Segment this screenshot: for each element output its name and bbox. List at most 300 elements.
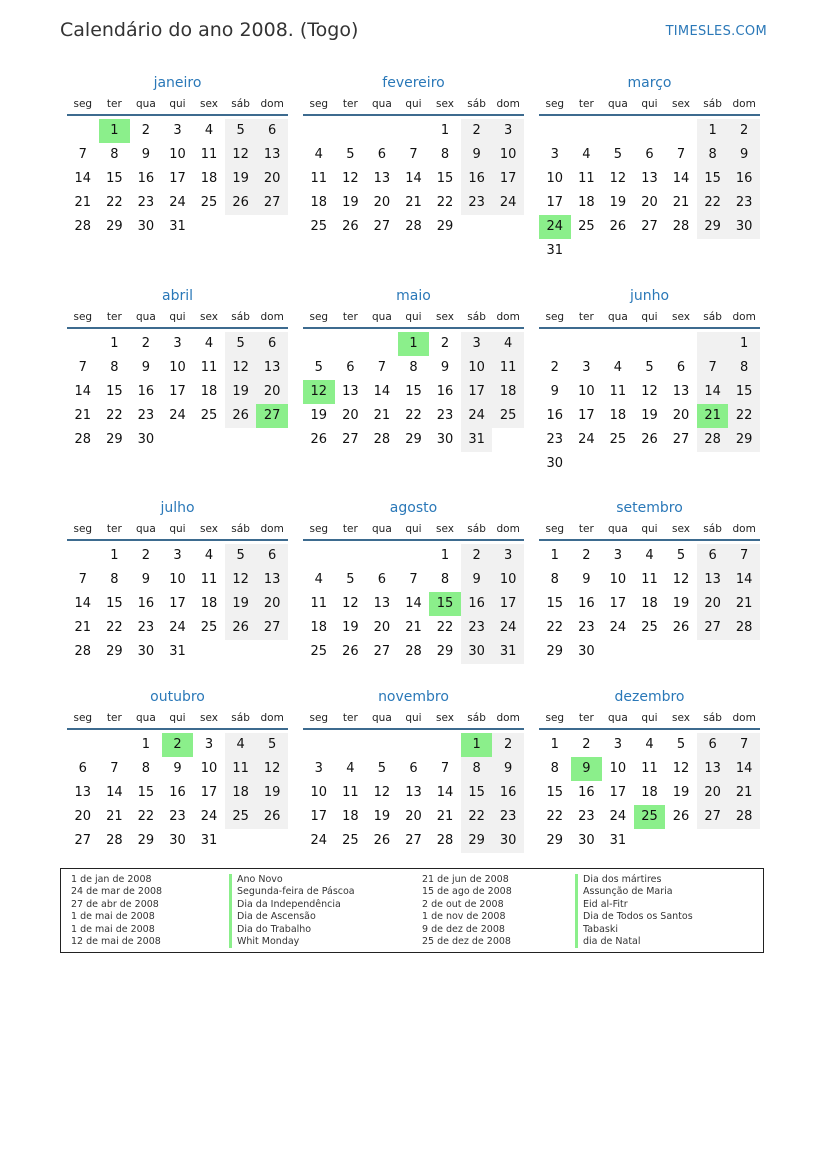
day-cell: 25	[200, 195, 218, 210]
weekday-label: qua	[372, 712, 392, 724]
day-cell: 7	[78, 360, 87, 375]
day-cell: 9	[461, 143, 493, 167]
day-cell: 4	[582, 147, 591, 162]
weekday-label: sáb	[467, 712, 486, 724]
weekday-label: ter	[342, 712, 358, 724]
day-cell: 26	[225, 191, 257, 215]
day-cell: 8	[461, 757, 493, 781]
month-11	[539, 686, 760, 853]
weekday-header	[67, 307, 288, 329]
day-cell-empty	[429, 733, 461, 757]
day-cell: 24	[492, 191, 524, 215]
day-cell: 17	[169, 384, 186, 399]
holiday-date: 12 de mai de 2008	[71, 936, 161, 948]
weekday-label: qui	[641, 523, 658, 535]
day-cell: 28	[373, 432, 391, 447]
day-cell: 15	[546, 596, 564, 611]
day-cell: 16	[169, 785, 186, 800]
day-cell-empty	[634, 332, 666, 356]
day-cell-empty	[697, 332, 729, 356]
day-cell: 12	[225, 356, 257, 380]
day-cell: 24	[169, 620, 186, 635]
day-grid	[303, 733, 524, 853]
day-cell: 11	[200, 147, 218, 162]
weekday-header	[303, 307, 524, 329]
day-cell: 25	[225, 805, 257, 829]
day-cell: 6	[256, 332, 288, 356]
day-cell: 1	[728, 332, 760, 356]
day-cell: 5	[314, 360, 323, 375]
day-cell: 15	[697, 167, 729, 191]
day-cell: 2	[582, 737, 591, 752]
day-cell: 13	[672, 384, 690, 399]
holiday-date: 2 de out de 2008	[422, 898, 504, 910]
day-cell: 26	[373, 833, 391, 848]
day-cell: 8	[440, 572, 450, 587]
day-cell: 27	[256, 616, 288, 640]
day-cell: 18	[225, 781, 257, 805]
day-cell: 5	[346, 147, 355, 162]
day-cell: 2	[492, 733, 524, 757]
day-cell: 14	[106, 785, 123, 800]
day-cell: 13	[256, 356, 288, 380]
day-cell: 10	[609, 761, 627, 776]
day-cell: 16	[461, 592, 493, 616]
weekday-label: qui	[169, 311, 186, 323]
day-grid	[67, 332, 288, 452]
month-10	[303, 686, 524, 853]
day-cell: 1	[550, 737, 559, 752]
day-cell: 13	[256, 568, 288, 592]
day-cell: 11	[310, 596, 328, 611]
month-name: setembro	[616, 500, 683, 516]
day-cell: 28	[728, 805, 760, 829]
holiday-name: Dia do Trabalho	[229, 924, 355, 936]
weekday-label: sex	[672, 523, 691, 535]
day-cell-empty	[602, 332, 634, 356]
day-cell: 15	[546, 785, 564, 800]
day-cell: 15	[106, 596, 123, 611]
day-cell: 10	[609, 572, 627, 587]
day-cell: 21	[697, 404, 729, 428]
weekday-label: dom	[260, 712, 284, 724]
weekday-label: seg	[545, 523, 565, 535]
day-cell: 25	[609, 432, 627, 447]
day-cell: 20	[373, 620, 391, 635]
day-cell: 28	[106, 833, 123, 848]
day-cell: 24	[609, 620, 627, 635]
weekday-label: sáb	[467, 523, 486, 535]
day-cell: 17	[200, 785, 218, 800]
day-cell: 14	[728, 568, 760, 592]
weekday-label: seg	[545, 311, 565, 323]
day-cell: 11	[609, 384, 627, 399]
day-cell: 8	[409, 360, 418, 375]
day-cell-empty	[398, 119, 430, 143]
day-cell: 23	[728, 191, 760, 215]
weekday-label: qui	[641, 311, 658, 323]
day-cell: 12	[672, 572, 690, 587]
day-cell: 29	[137, 833, 155, 848]
holiday-names-column	[575, 874, 693, 948]
day-cell: 26	[342, 219, 359, 234]
day-cell: 21	[74, 620, 92, 635]
day-grid	[303, 544, 524, 664]
day-cell: 31	[461, 428, 493, 452]
day-cell: 21	[106, 809, 123, 824]
holiday-name: dia de Natal	[575, 936, 693, 948]
day-cell: 19	[310, 408, 328, 423]
day-cell: 3	[173, 123, 182, 138]
day-cell: 8	[110, 360, 119, 375]
day-cell: 10	[169, 360, 186, 375]
day-cell: 7	[377, 360, 387, 375]
day-cell: 24	[169, 408, 186, 423]
weekday-label: qua	[608, 311, 628, 323]
day-cell: 8	[728, 356, 760, 380]
day-cell: 28	[74, 644, 92, 659]
day-cell: 4	[204, 336, 214, 351]
weekday-label: qui	[169, 712, 186, 724]
day-cell-empty	[539, 332, 571, 356]
day-grid	[303, 119, 524, 239]
day-cell: 16	[461, 167, 493, 191]
day-cell: 11	[225, 757, 257, 781]
day-cell: 14	[405, 171, 422, 186]
month-name: fevereiro	[382, 75, 445, 91]
day-cell: 4	[346, 761, 355, 776]
day-cell: 10	[169, 147, 186, 162]
weekday-label: qua	[136, 712, 156, 724]
day-cell: 11	[578, 171, 595, 186]
weekday-label: dom	[496, 523, 520, 535]
holiday-name: Dia de Todos os Santos	[575, 911, 693, 923]
day-cell: 23	[461, 191, 493, 215]
day-cell: 1	[141, 737, 151, 752]
day-cell: 22	[436, 620, 454, 635]
weekday-label: seg	[309, 311, 329, 323]
day-cell: 29	[461, 829, 493, 853]
day-cell: 6	[697, 733, 729, 757]
day-cell: 17	[169, 596, 186, 611]
day-cell: 21	[405, 195, 422, 210]
day-cell: 6	[676, 360, 686, 375]
day-cell: 17	[578, 408, 595, 423]
day-cell: 27	[697, 805, 729, 829]
day-cell: 27	[641, 219, 658, 234]
day-cell: 5	[645, 360, 654, 375]
weekday-label: sex	[436, 311, 455, 323]
day-cell: 22	[546, 809, 564, 824]
weekday-label: qui	[169, 523, 186, 535]
day-cell: 28	[405, 644, 422, 659]
day-cell: 19	[373, 809, 391, 824]
day-grid	[67, 119, 288, 239]
day-cell-empty	[67, 544, 99, 568]
holiday-date: 25 de dez de 2008	[422, 936, 511, 948]
weekday-header	[67, 94, 288, 116]
day-cell: 9	[141, 147, 151, 162]
holiday-dates-column	[71, 874, 162, 948]
day-cell: 7	[78, 147, 87, 162]
day-cell: 2	[440, 336, 450, 351]
day-cell: 18	[200, 171, 218, 186]
day-cell: 22	[405, 408, 422, 423]
day-cell: 29	[697, 215, 729, 239]
brand-link[interactable]: TIMESLES.COM	[665, 24, 767, 39]
day-cell: 11	[641, 761, 658, 776]
day-cell: 2	[162, 733, 194, 757]
day-cell: 6	[78, 761, 87, 776]
day-cell: 18	[492, 380, 524, 404]
weekday-label: qua	[136, 311, 156, 323]
day-cell: 26	[609, 219, 627, 234]
day-cell: 20	[641, 195, 658, 210]
day-cell: 2	[141, 123, 151, 138]
day-cell: 23	[137, 195, 155, 210]
day-cell-empty	[366, 544, 398, 568]
day-cell: 27	[373, 644, 391, 659]
day-cell: 13	[74, 785, 92, 800]
day-cell: 11	[200, 572, 218, 587]
day-cell: 29	[106, 644, 123, 659]
day-cell: 28	[436, 833, 454, 848]
weekday-label: ter	[342, 523, 358, 535]
day-cell: 26	[256, 805, 288, 829]
day-grid	[539, 332, 760, 476]
day-cell: 4	[314, 572, 323, 587]
day-cell: 22	[697, 191, 729, 215]
weekday-label: seg	[73, 98, 93, 110]
day-cell: 1	[440, 123, 450, 138]
day-cell-empty	[99, 733, 131, 757]
day-cell: 3	[461, 332, 493, 356]
day-cell: 1	[440, 548, 450, 563]
day-cell-empty	[303, 119, 335, 143]
day-cell-empty	[665, 119, 697, 143]
day-cell: 8	[110, 147, 119, 162]
day-cell: 15	[405, 384, 422, 399]
day-cell-empty	[67, 733, 99, 757]
day-cell: 19	[641, 408, 658, 423]
month-name: novembro	[378, 689, 449, 705]
day-cell: 12	[225, 568, 257, 592]
weekday-label: ter	[578, 311, 594, 323]
day-cell: 3	[582, 360, 591, 375]
day-cell: 29	[728, 428, 760, 452]
day-cell: 30	[137, 219, 155, 234]
day-cell: 3	[204, 737, 214, 752]
month-name: abril	[161, 288, 193, 304]
day-cell: 4	[613, 360, 623, 375]
day-cell-empty	[571, 332, 603, 356]
day-cell: 1	[99, 119, 131, 143]
day-cell: 6	[377, 572, 387, 587]
day-cell: 1	[697, 119, 729, 143]
day-cell: 15	[436, 171, 454, 186]
day-cell: 4	[492, 332, 524, 356]
holiday-name: Assunção de Maria	[575, 886, 693, 898]
day-cell: 11	[492, 356, 524, 380]
day-cell: 29	[436, 644, 454, 659]
weekday-label: qui	[641, 712, 658, 724]
day-cell: 23	[578, 809, 595, 824]
weekday-label: sex	[436, 712, 455, 724]
day-cell: 29	[436, 219, 454, 234]
day-cell: 18	[200, 384, 218, 399]
month-6	[67, 497, 288, 664]
day-cell: 30	[492, 829, 524, 853]
day-cell: 12	[641, 384, 658, 399]
day-cell: 17	[492, 592, 524, 616]
day-cell: 21	[672, 195, 690, 210]
day-cell: 24	[539, 215, 571, 239]
day-cell: 20	[342, 408, 359, 423]
day-cell: 28	[728, 616, 760, 640]
weekday-label: dom	[496, 311, 520, 323]
weekday-header	[303, 94, 524, 116]
day-cell: 13	[641, 171, 658, 186]
day-cell: 5	[256, 733, 288, 757]
day-cell: 19	[672, 785, 690, 800]
weekday-label: ter	[578, 98, 594, 110]
day-cell: 1	[110, 336, 119, 351]
day-cell: 30	[137, 644, 155, 659]
day-cell: 12	[373, 785, 391, 800]
day-cell: 20	[256, 167, 288, 191]
day-cell: 7	[78, 572, 87, 587]
weekday-label: qua	[372, 523, 392, 535]
day-cell: 31	[169, 644, 186, 659]
holiday-name: Eid al-Fitr	[575, 899, 693, 911]
weekday-label: seg	[545, 712, 565, 724]
holiday-name: Dia da Independência	[229, 899, 355, 911]
day-cell: 24	[169, 195, 186, 210]
day-cell-empty	[67, 119, 99, 143]
day-cell: 23	[461, 616, 493, 640]
day-cell: 23	[492, 805, 524, 829]
day-cell: 14	[74, 384, 92, 399]
day-cell: 23	[546, 432, 564, 447]
day-cell: 5	[613, 147, 623, 162]
weekday-label: sáb	[231, 311, 250, 323]
holiday-date: 1 de mai de 2008	[71, 911, 155, 923]
weekday-label: sáb	[703, 712, 722, 724]
holiday-date: 27 de abr de 2008	[71, 898, 159, 910]
day-cell: 13	[697, 757, 729, 781]
day-cell: 24	[461, 404, 493, 428]
day-cell: 3	[613, 548, 623, 563]
day-cell: 10	[492, 568, 524, 592]
holiday-date: 1 de nov de 2008	[422, 911, 506, 923]
day-grid	[303, 332, 524, 452]
day-cell: 21	[405, 620, 422, 635]
weekday-label: ter	[578, 712, 594, 724]
day-cell-empty	[366, 119, 398, 143]
day-cell: 27	[342, 432, 359, 447]
day-cell: 3	[173, 336, 182, 351]
day-cell-empty	[366, 733, 398, 757]
weekday-label: dom	[732, 311, 756, 323]
day-cell: 3	[173, 548, 182, 563]
day-cell: 23	[137, 620, 155, 635]
day-cell: 28	[405, 219, 422, 234]
day-cell: 4	[204, 123, 214, 138]
day-cell: 15	[728, 380, 760, 404]
weekday-label: ter	[106, 712, 122, 724]
day-cell: 15	[137, 785, 155, 800]
day-cell: 4	[645, 737, 654, 752]
day-cell: 27	[74, 833, 92, 848]
day-cell: 5	[225, 332, 257, 356]
day-cell: 20	[256, 592, 288, 616]
weekday-label: ter	[106, 523, 122, 535]
day-cell: 26	[225, 404, 257, 428]
month-0	[67, 72, 288, 239]
day-cell: 30	[578, 644, 595, 659]
weekday-header	[67, 519, 288, 541]
day-cell: 6	[377, 147, 387, 162]
month-name: outubro	[150, 689, 205, 705]
day-cell: 13	[373, 171, 391, 186]
day-cell: 12	[342, 596, 359, 611]
month-5	[539, 285, 760, 476]
day-cell: 6	[256, 544, 288, 568]
day-cell: 24	[200, 809, 218, 824]
weekday-label: qui	[169, 98, 186, 110]
day-cell: 25	[634, 805, 666, 829]
weekday-label: seg	[545, 98, 565, 110]
day-cell: 7	[728, 544, 760, 568]
day-cell: 25	[492, 404, 524, 428]
day-cell-empty	[398, 544, 430, 568]
day-cell: 29	[546, 833, 564, 848]
day-cell: 22	[728, 404, 760, 428]
day-cell: 7	[728, 733, 760, 757]
day-cell: 5	[377, 761, 387, 776]
day-cell: 9	[173, 761, 182, 776]
day-cell: 11	[200, 360, 218, 375]
month-4	[303, 285, 524, 452]
weekday-label: seg	[73, 523, 93, 535]
weekday-label: qua	[608, 523, 628, 535]
weekday-label: seg	[309, 523, 329, 535]
day-cell: 9	[582, 572, 591, 587]
day-cell: 23	[137, 408, 155, 423]
day-cell: 22	[546, 620, 564, 635]
day-cell: 8	[440, 147, 450, 162]
day-cell: 12	[256, 757, 288, 781]
month-2	[539, 72, 760, 263]
day-cell: 14	[74, 171, 92, 186]
day-cell-empty	[335, 544, 367, 568]
day-cell: 17	[169, 171, 186, 186]
weekday-label: dom	[496, 98, 520, 110]
day-cell: 16	[546, 408, 564, 423]
day-cell: 20	[405, 809, 422, 824]
day-cell-empty	[335, 733, 367, 757]
holiday-dates-column	[422, 874, 512, 948]
day-cell-empty	[303, 733, 335, 757]
weekday-label: sáb	[703, 311, 722, 323]
day-cell: 10	[461, 356, 493, 380]
weekday-label: dom	[260, 98, 284, 110]
day-cell: 5	[225, 544, 257, 568]
day-cell: 31	[169, 219, 186, 234]
day-cell: 12	[609, 171, 627, 186]
day-cell: 24	[578, 432, 595, 447]
day-cell: 21	[728, 592, 760, 616]
